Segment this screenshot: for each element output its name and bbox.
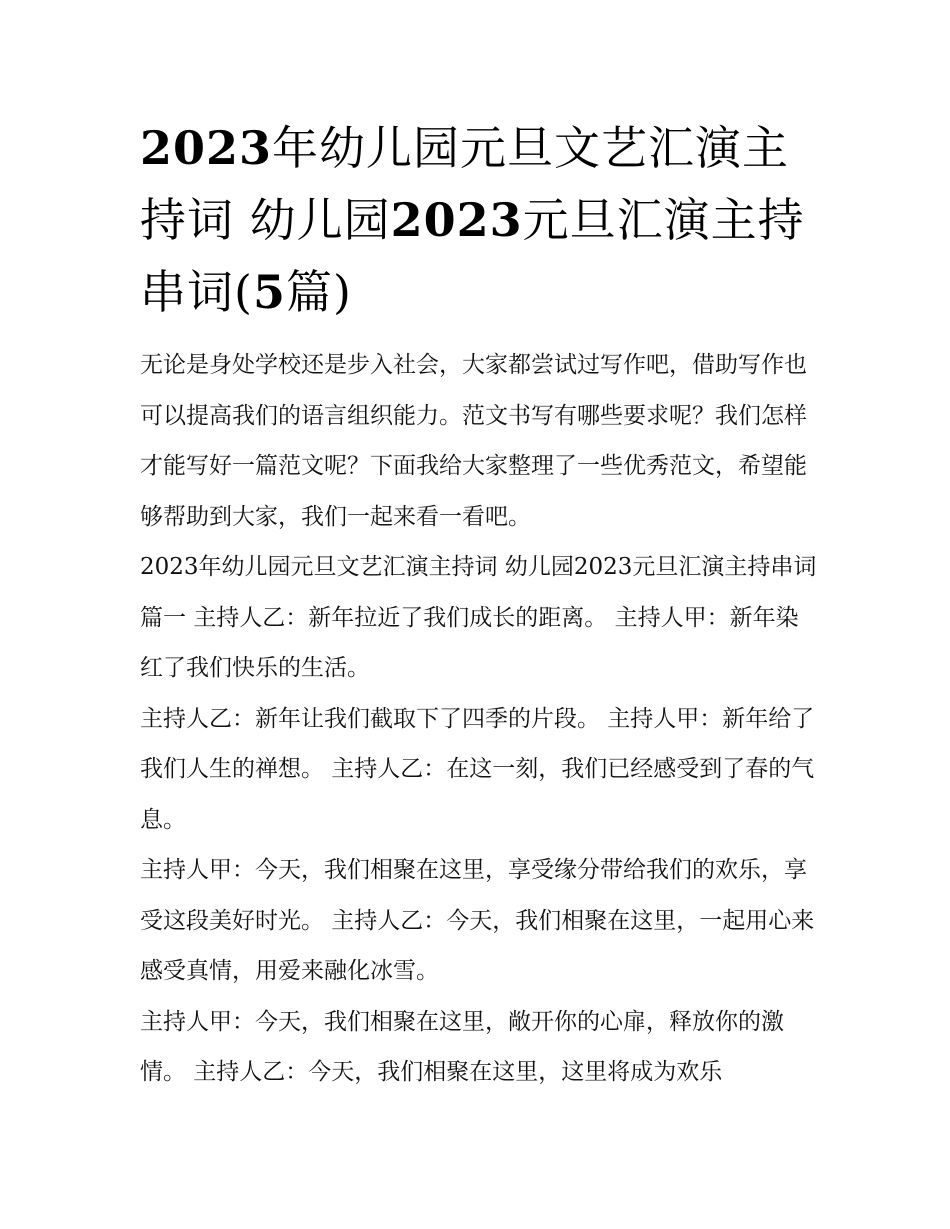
title-year: 2023 [140,121,273,175]
title-segment-1: 年幼儿园元旦文艺汇演主持词 幼儿园 [140,121,790,247]
document-title [140,112,820,328]
body-paragraph: 主持人乙：新年让我们截取下了四季的片段。 主持人甲：新年给了我们人生的禅想。 主持人乙：在这一刻，我们已经感受到了春的气息。 [140,705,815,833]
body-paragraph: 主持人甲：今天，我们相聚在这里，敞开你的心扉，释放你的激情。 主持人乙：今天，我们相聚在这里，这里将成为欢乐 [140,1008,784,1085]
title-count: 5 [252,265,286,319]
title-segment-3: 篇) [285,265,352,319]
title-segment-2: 元旦汇演主持串词( [140,193,805,319]
intro-paragraph: 无论是身处学校还是步入社会，大家都尝试过写作吧，借助写作也可以提高我们的语言组织能力。范文书写有哪些要求呢？我们怎样才能写好一篇范文呢？下面我给大家整理了一些优秀范文，希望能够帮助到大家，我们一起来看一看吧。 [140,352,807,530]
body-paragraph: 主持人甲：今天，我们相聚在这里，享受缘分带给我们的欢乐，享受这段美好时光。 主持人乙：今天，我们相聚在这里，一起用心来感受真情，用爱来融化冰雪。 [140,857,815,984]
document-body [140,112,820,1098]
body-paragraph: 2023年幼儿园元旦文艺汇演主持词 幼儿园2023元旦汇演主持串词篇一 主持人乙：新年拉近了我们成长的距离。 主持人甲：新年染红了我们快乐的生活。 [140,554,817,681]
title-year-2: 2023 [390,193,523,247]
